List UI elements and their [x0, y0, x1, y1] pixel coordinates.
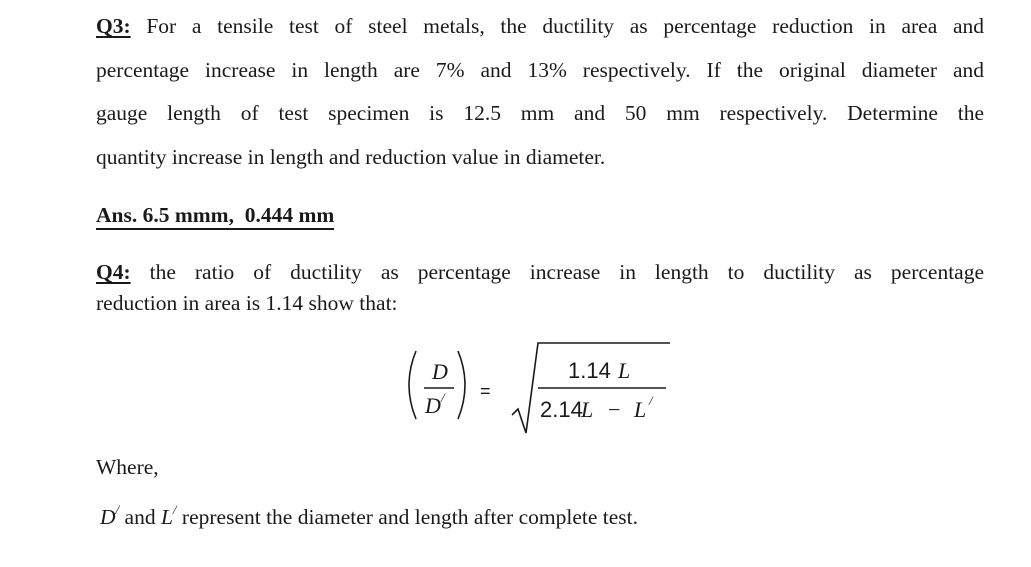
q3-label: Q3:	[96, 14, 131, 38]
rhs-denominator-var2: L	[634, 397, 647, 422]
q4-line-2: reduction in area is 1.14 show that:	[96, 291, 398, 315]
q3-text-1: For a tensile test of steel metals, the ductility as percentage reduction in area and	[146, 14, 985, 38]
left-paren	[409, 351, 416, 419]
lhs-denominator: D	[425, 393, 441, 418]
q3-line-3: gauge length of test specimen is 12.5 mm and 50 mm respectively. Determine the	[96, 101, 984, 125]
right-paren	[458, 351, 465, 419]
definition-rest: represent the diameter and length after complete test.	[181, 505, 638, 530]
q4-line-1	[96, 260, 984, 285]
rhs-numerator-coef: 1.14	[568, 358, 611, 383]
d-prime-mark: /	[115, 502, 120, 517]
formula-svg	[400, 345, 700, 445]
l-prime-symbol: L	[160, 505, 173, 530]
q3-line-1	[96, 14, 984, 39]
rhs-denominator-prime: /	[649, 393, 653, 408]
equals-sign: =	[480, 381, 491, 401]
l-prime-mark: /	[172, 502, 177, 517]
answer-text: Ans. 6.5 mmm, 0.444 mm	[96, 203, 334, 230]
q4-text-1: the ratio of ductility as percentage increase in length to ductility as percentage	[149, 260, 985, 284]
rhs-minus-sign: −	[608, 397, 621, 422]
lhs-numerator: D	[432, 359, 448, 384]
rhs-denominator-coef: 2.14	[540, 397, 583, 422]
lhs-denominator-prime: /	[441, 390, 445, 405]
d-prime-symbol: D	[100, 505, 116, 530]
ratio-formula	[400, 345, 700, 445]
q3-line-4: quantity increase in length and reduction value in diameter.	[96, 145, 606, 169]
where-definition	[100, 504, 638, 530]
q3-line-2: percentage increase in length are 7% and 13% respectively. If the original diameter and	[96, 58, 984, 82]
and-word: and	[124, 505, 156, 530]
where-label: Where,	[96, 455, 159, 479]
q4-label: Q4:	[96, 260, 131, 284]
rhs-numerator-var: L	[618, 358, 631, 383]
rhs-denominator-var: L	[581, 397, 594, 422]
